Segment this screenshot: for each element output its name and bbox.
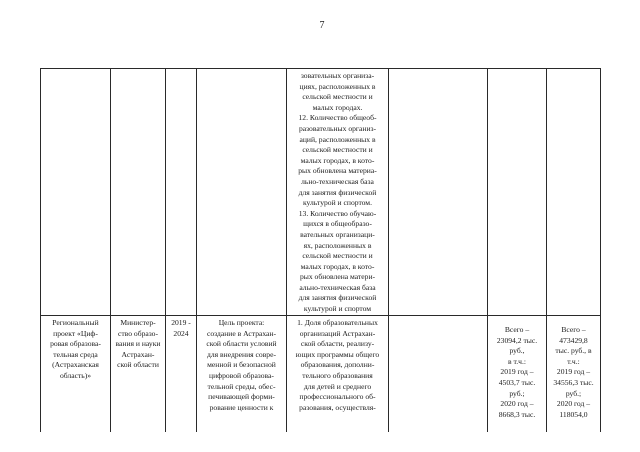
text-line: Астрахан- — [121, 349, 155, 359]
text-line: руб., — [509, 346, 525, 356]
text-line: для внедрения совре- — [207, 349, 276, 359]
text-line: аций, расположенных в — [299, 134, 376, 144]
text-line: разовательных организ- — [298, 123, 377, 133]
text-line: рых обновлена матери- — [299, 272, 376, 282]
period-cell — [166, 318, 196, 339]
text-line: Региональный — [52, 318, 99, 327]
text-line: руб.; — [565, 388, 582, 398]
text-line: вательных организаци- — [300, 229, 375, 239]
goal-cell — [197, 318, 286, 413]
text-line: тельного образования — [302, 370, 373, 380]
column-border — [110, 68, 111, 432]
text-line: циях, расположенных в — [299, 81, 376, 91]
text-line: руб.; — [509, 388, 525, 398]
text-line: малых городах, в кото- — [300, 155, 375, 165]
text-line: 2020 год – — [500, 399, 534, 409]
text-line: 2019 год – — [500, 367, 534, 377]
text-line: ях, расположенных в — [303, 240, 372, 250]
text-line: 118054,0 — [559, 409, 588, 419]
text-line: ально-техническая база — [299, 282, 376, 292]
column-border — [388, 68, 389, 432]
text-line: Министер- — [120, 318, 156, 327]
column-border — [165, 68, 166, 432]
text-line: для занятия физической — [298, 293, 377, 303]
funding-federal-cell — [547, 325, 600, 420]
text-line: в т.ч.: — [508, 356, 526, 366]
text-line: для занятия физической — [298, 187, 377, 197]
executor-cell — [111, 318, 165, 371]
row-divider — [40, 315, 601, 316]
table-right-border — [600, 68, 601, 432]
text-line: культурой и спортом. — [302, 198, 373, 208]
text-line: ской области условий — [206, 339, 277, 349]
text-line: 4503,7 тыс. — [498, 377, 536, 387]
text-line: тыс. руб., в — [555, 346, 592, 356]
text-line: ской области — [117, 360, 159, 370]
text-line: 34556,3 тыс. — [553, 377, 594, 387]
text-line: цифровой образова- — [209, 370, 274, 380]
text-line: ство образо- — [117, 328, 159, 338]
text-line: 2019 год – — [556, 367, 591, 377]
table-top-border — [40, 68, 601, 69]
text-line: образования, дополни- — [300, 360, 375, 370]
text-line: 23094,2 тыс. — [496, 335, 538, 345]
text-line: Всего – — [504, 325, 530, 334]
text-line: (Астраханская — [52, 360, 99, 370]
text-line: Цель проекта: — [218, 318, 265, 327]
text-line: т.ч.: — [567, 356, 580, 366]
text-line: сельской местности и — [302, 251, 373, 261]
text-line: 2019 - — [171, 318, 191, 327]
text-line: для детей и среднего — [303, 381, 372, 391]
text-line: щихся в общеобразо- — [303, 219, 372, 229]
text-line: 1. Доля образовательных — [297, 318, 378, 327]
text-line: Всего – — [561, 325, 586, 334]
indicator-cell — [287, 318, 388, 413]
text-line: рование ценности к — [209, 402, 274, 412]
funding-regional-cell — [488, 325, 546, 420]
text-line: льно-техническая база — [301, 176, 374, 186]
page-number: 7 — [319, 20, 325, 31]
text-line: 2024 — [173, 328, 189, 338]
text-line: разования, осуществля- — [299, 402, 376, 412]
text-line: 2020 год – — [556, 399, 591, 409]
text-line: ской области, реализу- — [300, 339, 375, 349]
text-line: тельная среда — [53, 349, 98, 359]
text-line: ровая образова- — [50, 339, 101, 349]
text-line: печивающей форми- — [208, 392, 275, 402]
text-line: сельской местности и — [302, 92, 373, 102]
text-line: проект «Циф- — [53, 328, 98, 338]
text-line: 473429,8 — [559, 335, 588, 345]
text-line: зовательных организа- — [300, 71, 375, 80]
text-line: тельной среды, обес- — [207, 381, 276, 391]
text-line: 13. Количество обучаю- — [298, 208, 377, 218]
text-line: организаций Астрахан- — [299, 328, 376, 338]
text-line: создание в Астрахан- — [206, 328, 277, 338]
text-line: малых городах, в кото- — [300, 261, 375, 271]
text-line: менной и безопасной — [207, 360, 276, 370]
text-line: 12. Количество общеоб- — [298, 113, 377, 123]
text-line: профессионального об- — [299, 392, 376, 402]
text-line: вания и науки — [115, 339, 161, 349]
text-line: рых обновлена материа- — [298, 166, 377, 176]
text-line: ющих программы общего — [295, 349, 380, 359]
indicators-continuation — [287, 71, 388, 315]
text-line: область)» — [59, 370, 92, 380]
project-name-cell — [41, 318, 110, 382]
text-line: культурой и спортом — [303, 304, 372, 314]
text-line: 8668,3 тыс. — [498, 409, 536, 419]
text-line: малых городах. — [312, 102, 363, 112]
text-line: сельской местности и — [302, 145, 373, 155]
